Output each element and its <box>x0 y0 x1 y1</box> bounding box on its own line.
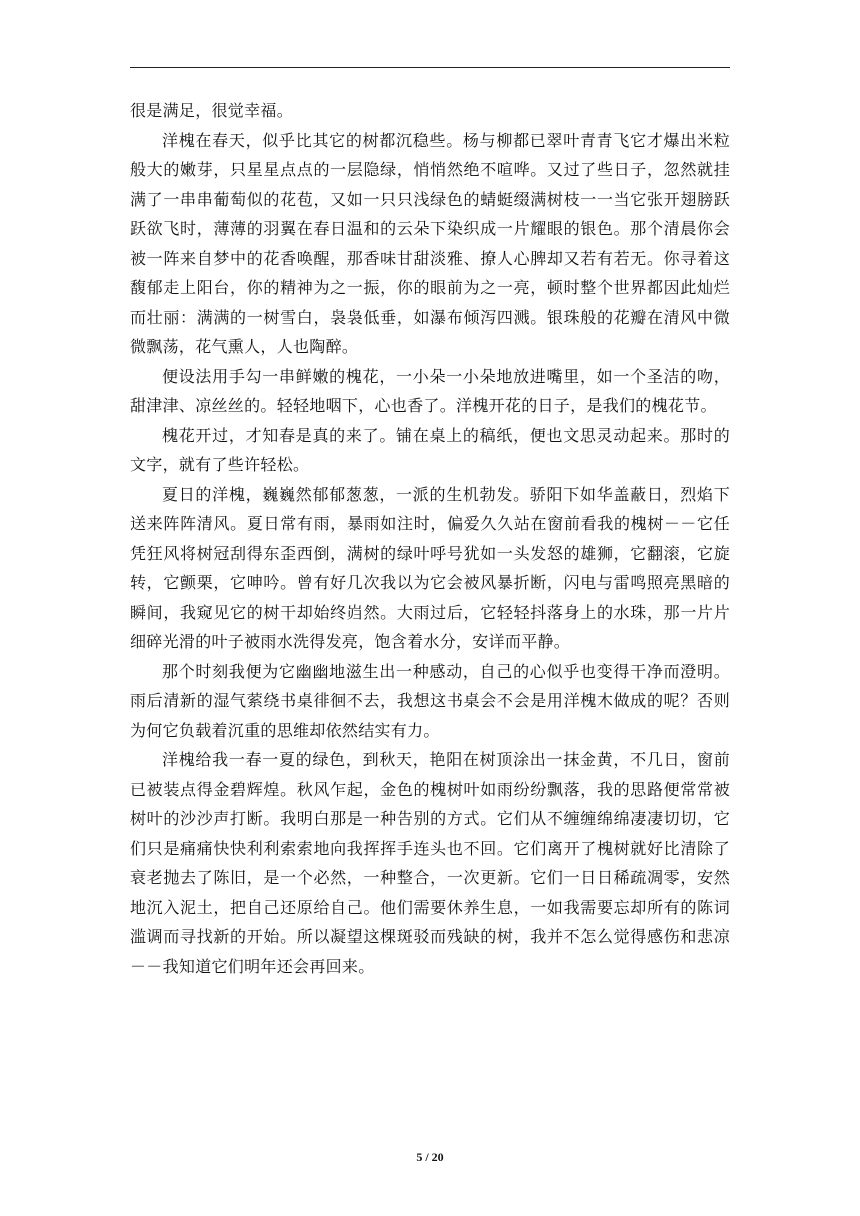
paragraph-4: 槐花开过，才知春是真的来了。铺在桌上的稿纸，便也文思灵动起来。那时的文字，就有了些许轻松。 <box>130 425 730 474</box>
paragraph-2: 洋槐在春天，似乎比其它的树都沉稳些。杨与柳都已翠叶青青飞它才爆出米粒般大的嫩芽，只星星点点的一层隐绿，悄悄然绝不喧哗。又过了些日子，忽然就挂满了一串串葡萄似的花苞，又如一只只浅绿色的蜻蜓缀满树枝一一当它张开翅膀跃跃欲飞时，薄薄的羽翼在春日温和的云朵下染织成一片耀眼的银色。那个清晨你会被一阵来自梦中的花香唤醒，那香味甘甜淡雅、撩人心脾却又若有若无。你寻着这馥郁走上阳台，你的精神为之一振，你的眼前为之一亮，顿时整个世界都因此灿烂而壮丽：满满的一树雪白，袅袅低垂，如瀑布倾泻四溅。银珠般的花瓣在清风中微微飘荡，花气熏人，人也陶醉。 <box>130 130 730 356</box>
document-body <box>130 96 730 981</box>
header-rule <box>130 67 730 68</box>
paragraph-1: 很是满足，很觉幸福。 <box>130 101 294 120</box>
page-number: 5 / 20 <box>416 1150 444 1164</box>
paragraph-5: 夏日的洋槐，巍巍然郁郁葱葱，一派的生机勃发。骄阳下如华盖蔽日，烈焰下送来阵阵清风。夏日常有雨，暴雨如注时，偏爱久久站在窗前看我的槐树－－它任凭狂风将树冠刮得东歪西倒，满树的绿叶呼号犹如一头发怒的雄狮，它翻滚，它旋转，它颤栗，它呻吟。曾有好几次我以为它会被风暴折断，闪电与雷鸣照亮黑暗的瞬间，我窥见它的树干却始终岿然。大雨过后，它轻轻抖落身上的水珠，那一片片细碎光滑的叶子被雨水洗得发亮，饱含着水分，安详而平静。 <box>130 484 730 651</box>
paragraph-7: 洋槐给我一春一夏的绿色，到秋天，艳阳在树顶涂出一抹金黄，不几日，窗前已被装点得金碧辉煌。秋风乍起，金色的槐树叶如雨纷纷飘落，我的思路便常常被树叶的沙沙声打断。我明白那是一种告别的方式。它们从不缠缠绵绵凄凄切切，它们只是痛痛快快利利索索地向我挥挥手连头也不回。它们离开了槐树就好比清除了衰老抛去了陈旧，是一个必然，一种整合，一次更新。它们一日日稀疏凋零，安然地沉入泥土，把自己还原给自己。他们需要休养生息，一如我需要忘却所有的陈词滥调而寻找新的开始。所以凝望这棵斑驳而残缺的树，我并不怎么觉得感伤和悲凉－－我知道它们明年还会再回来。 <box>130 750 730 976</box>
paragraph-6: 那个时刻我便为它幽幽地滋生出一种感动，自己的心似乎也变得干净而澄明。雨后清新的湿气萦绕书桌徘徊不去，我想这书桌会不会是用洋槐木做成的呢？否则为何它负载着沉重的思维却依然结实有力。 <box>130 661 730 740</box>
paragraph-3: 便设法用手勾一串鲜嫩的槐花，一小朵一小朵地放进嘴里，如一个圣洁的吻，甜津津、凉丝丝的。轻轻地咽下，心也香了。洋槐开花的日子，是我们的槐花节。 <box>130 366 730 415</box>
